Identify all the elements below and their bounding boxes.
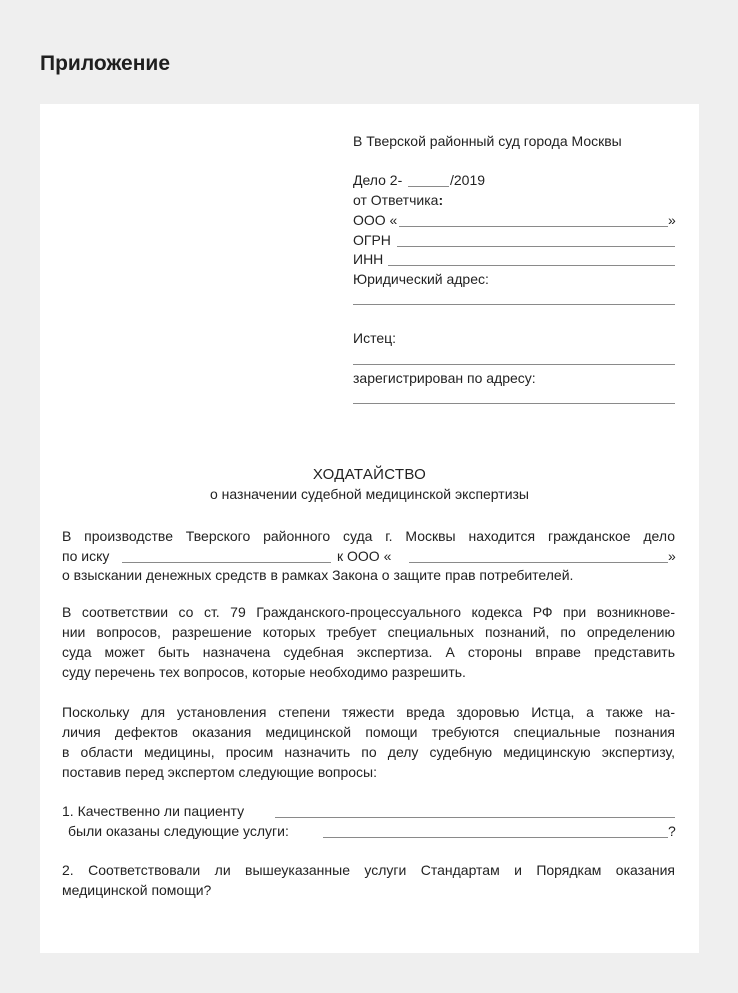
- p1-line-2-a: по иску: [62, 548, 110, 564]
- p3-line-4: поставив перед экспертом следующие вопросы:: [62, 764, 378, 780]
- question-1-line-1: 1. Качественно ли пациенту: [62, 803, 245, 819]
- defendant-name-blank: [409, 562, 668, 563]
- court-name: В Тверской районный суд города Москвы: [353, 133, 622, 149]
- p2-line-2: нии вопросов, разрешение которых требует специальных познаний, по определению: [62, 624, 675, 640]
- ooo-label: ООО «: [353, 212, 398, 228]
- p3-line-2: личия дефектов оказания медицинской помощи требуются специальные познания: [62, 724, 675, 740]
- registered-address-label: зарегистрирован по адресу:: [353, 370, 536, 386]
- q2-line-2: медицинской помощи?: [62, 882, 212, 898]
- question-1-line-2: были оказаны следующие услуги:: [68, 823, 289, 839]
- p2-line-3: суда может быть назначена судебная экспертиза. А стороны вправе представить: [62, 644, 675, 660]
- q2-line-1: 2. Соответствовали ли вышеуказанные услуги Стандартам и Порядкам оказания: [62, 862, 675, 878]
- petition-title: ХОДАТАЙСТВО: [312, 466, 427, 483]
- document-sheet: [40, 104, 699, 953]
- plaintiff-name-blank: [122, 562, 331, 563]
- legal-address-blank: [353, 304, 675, 305]
- paragraph-1-line-1: [62, 526, 675, 546]
- from-defendant-label: от Ответчика:: [353, 192, 444, 208]
- case-year: /2019: [450, 172, 486, 188]
- case-prefix: Дело 2-: [353, 172, 403, 188]
- p3-line-3: в области медицины, просим назначить по делу судебную медицинскую экспертизу,: [62, 744, 675, 760]
- inn-label: ИНН: [353, 251, 384, 267]
- question-1-blank-1: [275, 817, 675, 818]
- plaintiff-label: Истец:: [353, 330, 397, 346]
- ooo-close-quote: »: [668, 212, 676, 228]
- question-1-blank-2: [323, 837, 668, 838]
- question-2: [62, 860, 675, 900]
- p2-line-1: В соответствии со ст. 79 Гражданского-процессуального кодекса РФ при возникнове-: [62, 604, 675, 620]
- p1-line-2-c: »: [668, 548, 676, 564]
- legal-address-label: Юридический адрес:: [353, 271, 489, 287]
- p1-line-2-b: к ООО «: [337, 548, 392, 564]
- question-1-end: ?: [668, 823, 676, 839]
- paragraph-2: [62, 602, 675, 682]
- ogrn-blank: [397, 246, 675, 247]
- petition-subtitle: о назначении судебной медицинской экспертизы: [209, 486, 529, 502]
- inn-blank: [388, 265, 675, 266]
- paragraph-3: [62, 702, 675, 782]
- p3-line-1: Поскольку для установления степени тяжести вреда здоровью Истца, а также на-: [62, 704, 675, 720]
- registered-address-blank: [353, 403, 675, 404]
- page-heading: Приложение: [40, 52, 171, 75]
- ooo-name-blank: [399, 226, 668, 227]
- plaintiff-blank: [353, 364, 675, 365]
- p2-line-4: суду перечень тех вопросов, которые необходимо разрешить.: [62, 664, 466, 680]
- p1-line-1-text: В производстве Тверского районного суда г. Москвы находится гражданское дело: [62, 528, 675, 544]
- case-number-blank: [408, 186, 449, 187]
- p1-line-3: о взыскании денежных средств в рамках Закона о защите прав потребителей.: [62, 567, 574, 583]
- ogrn-label: ОГРН: [353, 232, 391, 248]
